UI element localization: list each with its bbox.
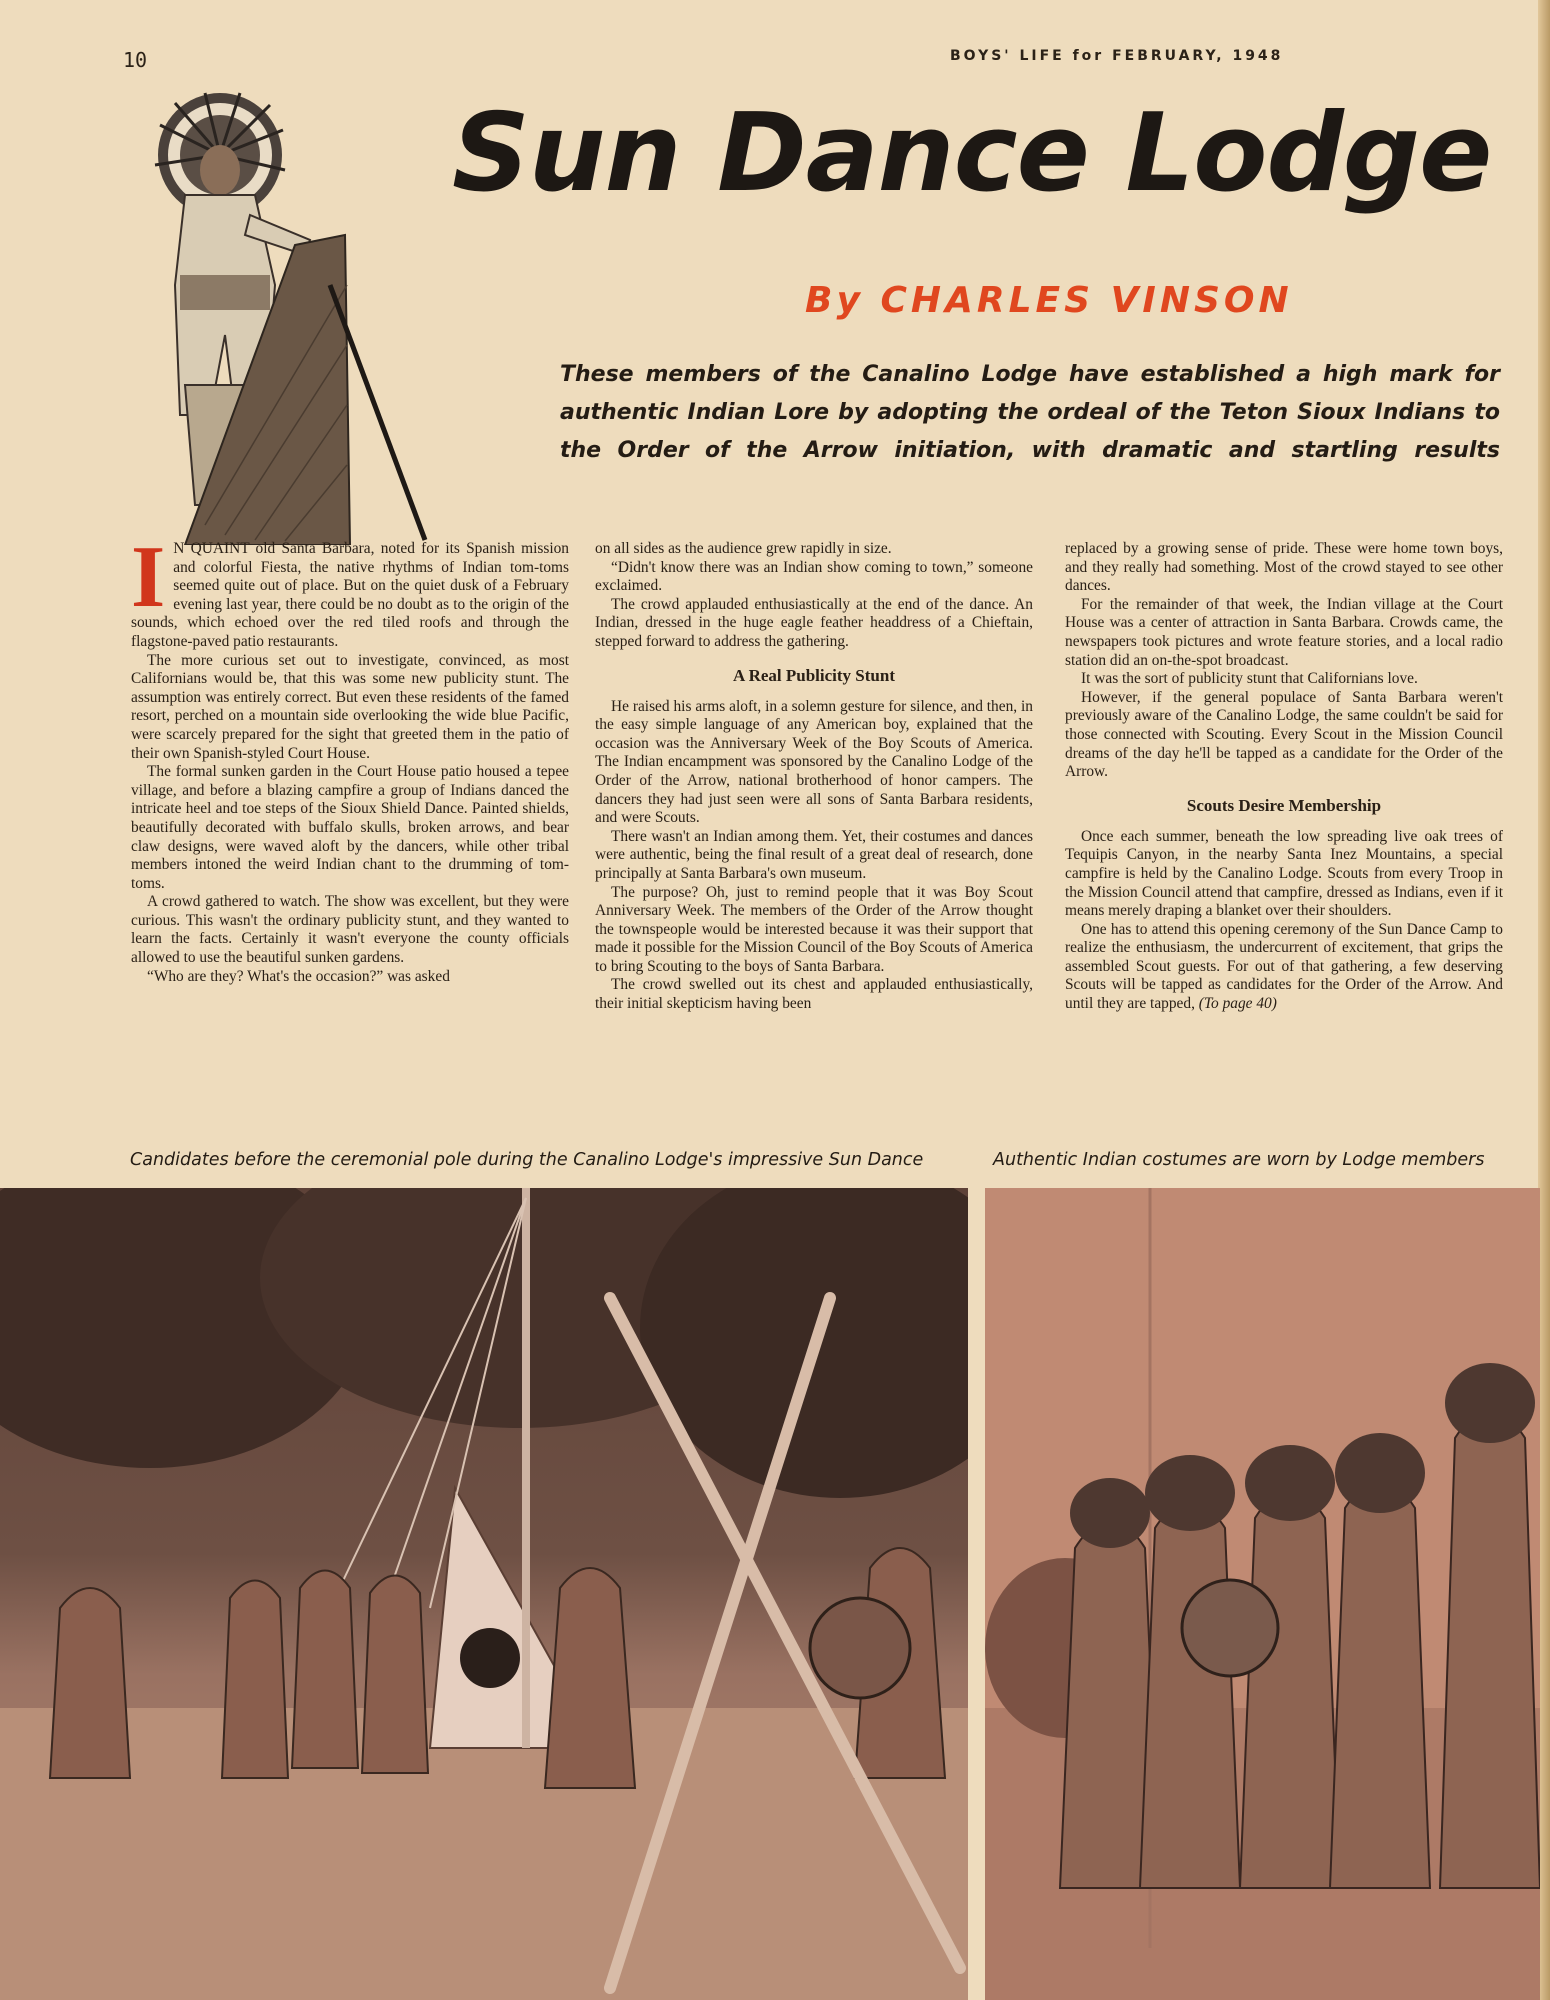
paragraph: replaced by a growing sense of pride. These were home town boys, and they really had something. Most of the crowd stayed to see other dances. [1065, 540, 1503, 595]
body-column-2 [595, 540, 1033, 1014]
costumes-photo [985, 1188, 1540, 2000]
chief-figure-photo [125, 85, 445, 545]
article-title: Sun Dance Lodge [452, 91, 1492, 216]
caption-left: Candidates before the ceremonial pole during the Canalino Lodge's impressive Sun Dance [130, 1150, 924, 1170]
paragraph: It was the sort of publicity stunt that Californians love. [1081, 670, 1418, 688]
body-column-3 [1065, 540, 1503, 1014]
paragraph: The purpose? Oh, just to remind people that it was Boy Scout Anniversary Week. The members of the Order of the Arrow thought the townspeople would be interested because it was their support that made it possible for the Mission Council of the Boy Scouts of America to bring Scouting to the boys of Santa Barbara. [595, 883, 1033, 975]
body-column-1 [131, 529, 569, 986]
article-deck: These members of the Canalino Lodge have established a high mark for authentic Indian Lore by adopting the ordeal of the Teton Sioux Indians to the Order of the Arrow initiation, with dramatic and startling results [560, 362, 1500, 463]
page-number: 10 [123, 48, 148, 72]
paragraph: N QUAINT old Santa Barbara, noted for its Spanish mission and colorful Fiesta, the native rhythms of Indian tom-toms seemed quite out of place. But on the quiet dusk of a February evening last year, there could be no doubt as to the origin of the sounds, which echoed over the red tiled roofs and through the flagstone-paved patio restaurants. [131, 540, 569, 650]
paragraph [1065, 921, 1503, 1014]
paragraph: The crowd swelled out its chest and applauded enthusiastically, their initial skepticism having been [595, 976, 1033, 1013]
drop-cap: I [131, 529, 166, 626]
paragraph: on all sides as the audience grew rapidly in size. [595, 540, 892, 557]
continued-link[interactable]: (To page 40) [1198, 995, 1277, 1013]
paragraph: “Didn't know there was an Indian show coming to town,” someone exclaimed. [595, 558, 1033, 595]
caption-right: Authentic Indian costumes are worn by Lodge members [993, 1150, 1485, 1170]
paragraph: He raised his arms aloft, in a solemn gesture for silence, and then, in the easy simple language of any American boy, explained that the occasion was the Anniversary Week of the Boy Scouts of America. The Indian encampment was sponsored by the Canalino Lodge of the Order of the Arrow, national brotherhood of honor campers. The dancers they had just seen were all sons of Santa Barbara residents, and were Scouts. [595, 697, 1033, 827]
subheading: Scouts Desire Membership [1186, 795, 1382, 815]
subheading: A Real Publicity Stunt [733, 665, 895, 685]
byline: By CHARLES VINSON [805, 280, 1293, 321]
running-head: BOYS' LIFE for FEBRUARY, 1948 [950, 48, 1284, 64]
sun-dance-photo [0, 1188, 968, 2000]
paragraph: “Who are they? What's the occasion?” was asked [147, 967, 450, 985]
paragraph-text: One has to attend this opening ceremony of the Sun Dance Camp to realize the enthusiasm, the undercurrent of excitement, that grips the assembled Scout guests. For out of that gathering, a few deserving Scouts will be tapped as candidates for the Order of the Arrow. And until they are tapped, [1065, 920, 1503, 1013]
paragraph: There wasn't an Indian among them. Yet, their costumes and dances were authentic, being the final result of a great deal of research, done principally at Santa Barbara's own museum. [595, 827, 1033, 882]
paragraph: A crowd gathered to watch. The show was excellent, but they were curious. This wasn't the ordinary publicity stunt, and they wanted to learn the facts. Certainly it wasn't everyone the county officials allowed to use the beautiful sunken gardens. [131, 893, 569, 967]
paragraph: The more curious set out to investigate, convinced, as most Californians would be, that this was some new publicity stunt. The assumption was entirely correct. But even these residents of the famed resort, perched on a mountain side overlooking the wide blue Pacific, were scarcely prepared for the sight that greeted them in the patio of their own Spanish-styled Court House. [131, 651, 569, 762]
paragraph: For the remainder of that week, the Indian village at the Court House was a center of attraction in Santa Barbara. Crowds came, the newspapers took pictures and wrote feature stories, and a local radio station did an on-the-spot broadcast. [1065, 595, 1503, 669]
paragraph: The formal sunken garden in the Court House patio housed a tepee village, and before a blazing campfire a group of Indians danced the intricate heel and toe steps of the Sioux Shield Dance. Painted shields, beautifully decorated with buffalo skulls, broken arrows, and bear claw designs, were waved aloft by the dancers, while other tribal members intoned the weird Indian chant to the drumming of tom-toms. [131, 763, 569, 892]
paragraph: However, if the general populace of Santa Barbara weren't previously aware of the Canalino Lodge, the same couldn't be said for those connected with Scouting. Every Scout in the Mission Council dreams of the day he'll be tapped as a candidate for the Order of the Arrow. [1065, 688, 1503, 781]
paragraph: Once each summer, beneath the low spreading live oak trees of Tequipis Canyon, in the nearby Santa Inez Mountains, a special campfire is held by the Canalino Lodge. Scouts from every Troop in the Mission Council attend that campfire, dressed as Indians, even if it means merely draping a blanket over their shoulders. [1065, 827, 1503, 920]
paragraph: The crowd applauded enthusiastically at the end of the dance. An Indian, dressed in the huge eagle feather headdress of a Chieftain, stepped forward to address the gathering. [595, 595, 1033, 650]
